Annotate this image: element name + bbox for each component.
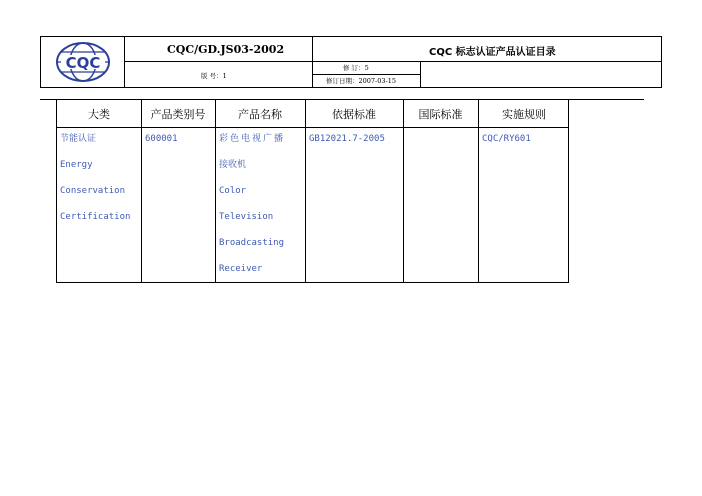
catalog-table: [56, 99, 569, 283]
product-name-line: Receiver: [219, 264, 263, 274]
cell-rule: [482, 126, 531, 152]
document-header: [40, 36, 662, 88]
category-line: Certification: [60, 212, 131, 222]
product-name-line: Television: [219, 212, 274, 222]
product-name-line: 彩色电视广播: [219, 134, 286, 144]
category-line: Conservation: [60, 186, 126, 196]
product-name-line: 接收机: [219, 160, 247, 170]
revision-date: 修订日期：2007-03-15: [326, 77, 396, 85]
document-title: CQC 标志认证产品认证目录: [429, 47, 556, 58]
category-code-value: 600001: [145, 134, 178, 144]
product-name-line: Broadcasting: [219, 238, 285, 248]
cqc-logo: [41, 37, 124, 87]
document-code: CQC/GD.JS03-2002: [167, 43, 285, 56]
cell-standard: [309, 126, 385, 152]
category-line: Energy: [60, 160, 93, 170]
header-standard: 依据标准: [332, 108, 376, 121]
cqc-logo-icon: [51, 41, 115, 83]
revision-label: 修 订：5: [343, 64, 369, 72]
rule-right: [569, 99, 644, 100]
rule-value: CQC/RY601: [482, 134, 531, 144]
standard-value: GB12021.7-2005: [309, 134, 385, 144]
cell-category: [60, 126, 130, 230]
version-label: 版 号：1: [201, 72, 227, 80]
cell-category-code: [145, 126, 178, 152]
product-name-line: Color: [219, 186, 247, 196]
header-intl-standard: 国际标准: [418, 108, 463, 121]
header-category: 大类: [88, 108, 110, 121]
header-category-code: 产品类别号: [150, 108, 206, 121]
category-line: 节能认证: [60, 134, 97, 144]
rule-left: [40, 99, 56, 100]
cell-product-name: [219, 126, 285, 282]
header-product-name: 产品名称: [238, 108, 282, 121]
header-rule: 实施规则: [502, 108, 546, 121]
logo-text: CQC: [65, 54, 100, 72]
